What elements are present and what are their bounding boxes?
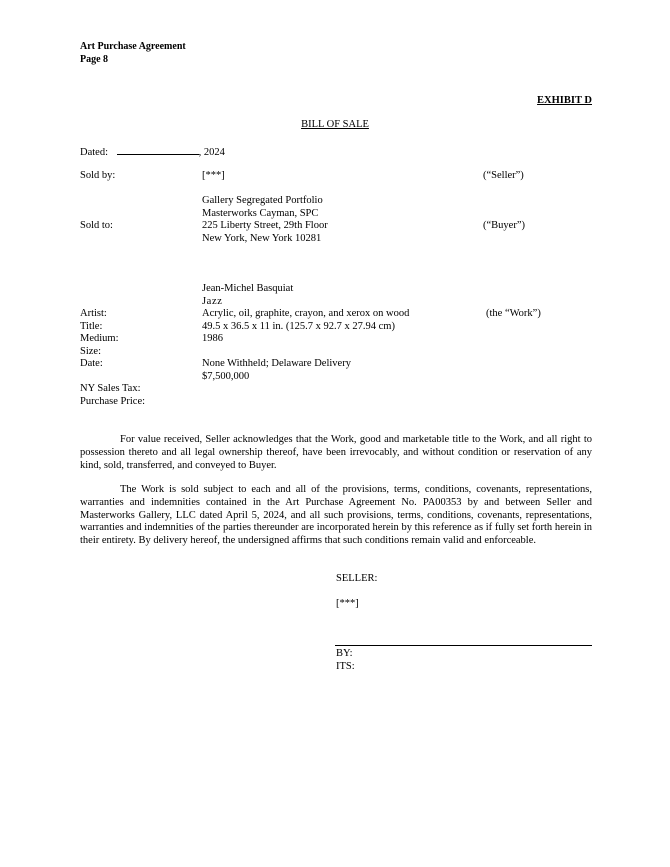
work-role: (the “Work”) [486, 308, 541, 319]
work-medium-value: Acrylic, oil, graphite, crayon, and xerox on wood [202, 308, 410, 319]
title-label: Title: [80, 320, 103, 332]
seller-role: (“Seller”) [483, 170, 524, 181]
work-labels [80, 308, 119, 371]
medium-label: Medium: [80, 333, 119, 344]
work-title-value: Jazz [202, 295, 223, 307]
size-label: Size: [80, 345, 101, 357]
buyer-role: (“Buyer”) [483, 220, 525, 231]
purchase-price-label: Purchase Price: [80, 395, 146, 407]
dated-row [80, 145, 225, 160]
work-date-value: 1986 [202, 333, 223, 344]
work-size-value: 49.5 x 36.5 x 11 in. (125.7 x 92.7 x 27.94 cm) [202, 320, 395, 332]
sold-to-line: New York, New York 10281 [202, 232, 322, 244]
work-price-value: $7,500,000 [202, 370, 250, 382]
work-values [202, 283, 409, 383]
conveyance-paragraph: For value received, Seller acknowledges that the Work, good and marketable title to the Work, and all right to possession thereto and all legal ownership thereof, have been irrevocably, and without condition or reservation of any kind, sold, transferred, and conveyed to Buyer. [80, 434, 592, 471]
sold-to-line: Masterworks Cayman, SPC [202, 207, 319, 219]
work-artist-value: Jean-Michel Basquiat [202, 283, 294, 294]
exhibit-label: EXHIBIT D [537, 95, 592, 106]
header-title: Art Purchase Agreement [80, 41, 186, 52]
dated-year: , 2024 [198, 147, 225, 158]
sold-to-line: Gallery Segregated Portfolio [202, 195, 323, 206]
signature-by-label: BY: [336, 648, 353, 659]
seller-signature-label: SELLER: [336, 573, 378, 584]
date-label: Date: [80, 358, 103, 369]
sold-to-address [202, 195, 328, 245]
seller-signature-name: [***] [336, 598, 359, 609]
dated-label: Dated: [80, 147, 108, 158]
ny-sales-tax-label: NY Sales Tax: [80, 383, 141, 394]
work-empty-value [202, 346, 409, 359]
sold-to-line: 225 Liberty Street, 29th Floor [202, 220, 328, 231]
signature-line [335, 645, 592, 646]
date-blank-line [117, 145, 199, 155]
signature-its-label: ITS: [336, 661, 355, 672]
terms-paragraph: The Work is sold subject to each and all of the provisions, terms, conditions, covenants, representations, warranties and indemnities contained in the Art Purchase Agreement No. PA00353 by and between Seller and Masterworks Gallery, LLC dated April 5, 2024, and all such provisions, terms, conditions, covenants, representations, warranties and indemnities of the parties thereunder are incorporated herein by this reference as if fully set forth herein in their entirety. By delivery hereof, the undersigned affirms that such conditions remain valid and enforceable. [80, 484, 592, 547]
sold-by-label: Sold by: [80, 170, 116, 181]
artist-label: Artist: [80, 308, 107, 319]
document-title: BILL OF SALE [301, 119, 369, 130]
work-lower-labels [80, 383, 145, 408]
sold-by-value: [***] [202, 170, 225, 181]
work-sales-tax-value: None Withheld; Delaware Delivery [202, 358, 351, 369]
header-page-number: Page 8 [80, 54, 109, 65]
sold-to-label: Sold to: [80, 220, 113, 231]
